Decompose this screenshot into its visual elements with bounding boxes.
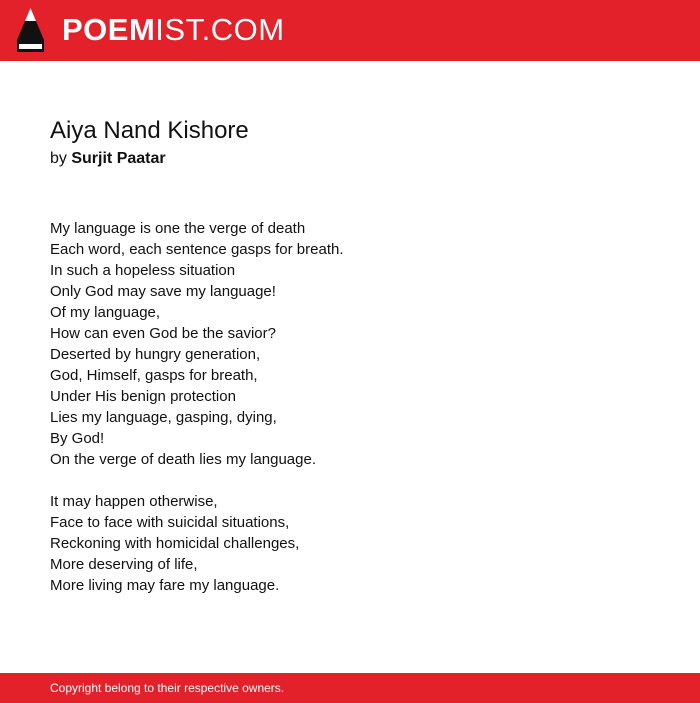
poem-line: How can even God be the savior? xyxy=(50,325,276,342)
poem-line: Of my language, xyxy=(50,304,161,321)
byline xyxy=(50,149,166,169)
poem-line: Reckoning with homicidal challenges, xyxy=(50,535,300,552)
poem-line: More deserving of life, xyxy=(50,556,198,573)
byline-label: by xyxy=(50,150,67,167)
poem-title: Aiya Nand Kishore xyxy=(50,117,249,144)
pencil-tip-icon xyxy=(17,8,44,52)
poem-line: My language is one the verge of death xyxy=(50,220,306,237)
site-footer xyxy=(0,673,700,703)
poem-line: Under His benign protection xyxy=(50,388,236,405)
logo-text-light: IST.COM xyxy=(155,12,285,47)
poem-line: Each word, each sentence gasps for breath. xyxy=(50,241,344,258)
poem-line: It may happen otherwise, xyxy=(50,493,218,510)
poem-line: Face to face with suicidal situations, xyxy=(50,514,290,531)
site-logo[interactable] xyxy=(62,12,285,48)
poem-line: On the verge of death lies my language. xyxy=(50,451,317,468)
copyright-text: Copyright belong to their respective owners. xyxy=(50,681,285,695)
poem-line: Only God may save my language! xyxy=(50,283,276,300)
poem-stanza xyxy=(50,491,650,596)
poem-line: God, Himself, gasps for breath, xyxy=(50,367,258,384)
poem-stanza xyxy=(50,218,650,470)
poem-line: By God! xyxy=(50,430,105,447)
poem-line: Deserted by hungry generation, xyxy=(50,346,261,363)
site-header xyxy=(0,0,700,61)
poem-body xyxy=(50,218,650,617)
author-name: Surjit Paatar xyxy=(71,150,166,167)
poem-line: Lies my language, gasping, dying, xyxy=(50,409,277,426)
logo-text-bold: POEM xyxy=(62,12,156,47)
poem-line: In such a hopeless situation xyxy=(50,262,236,279)
poem-line: More living may fare my language. xyxy=(50,577,280,594)
